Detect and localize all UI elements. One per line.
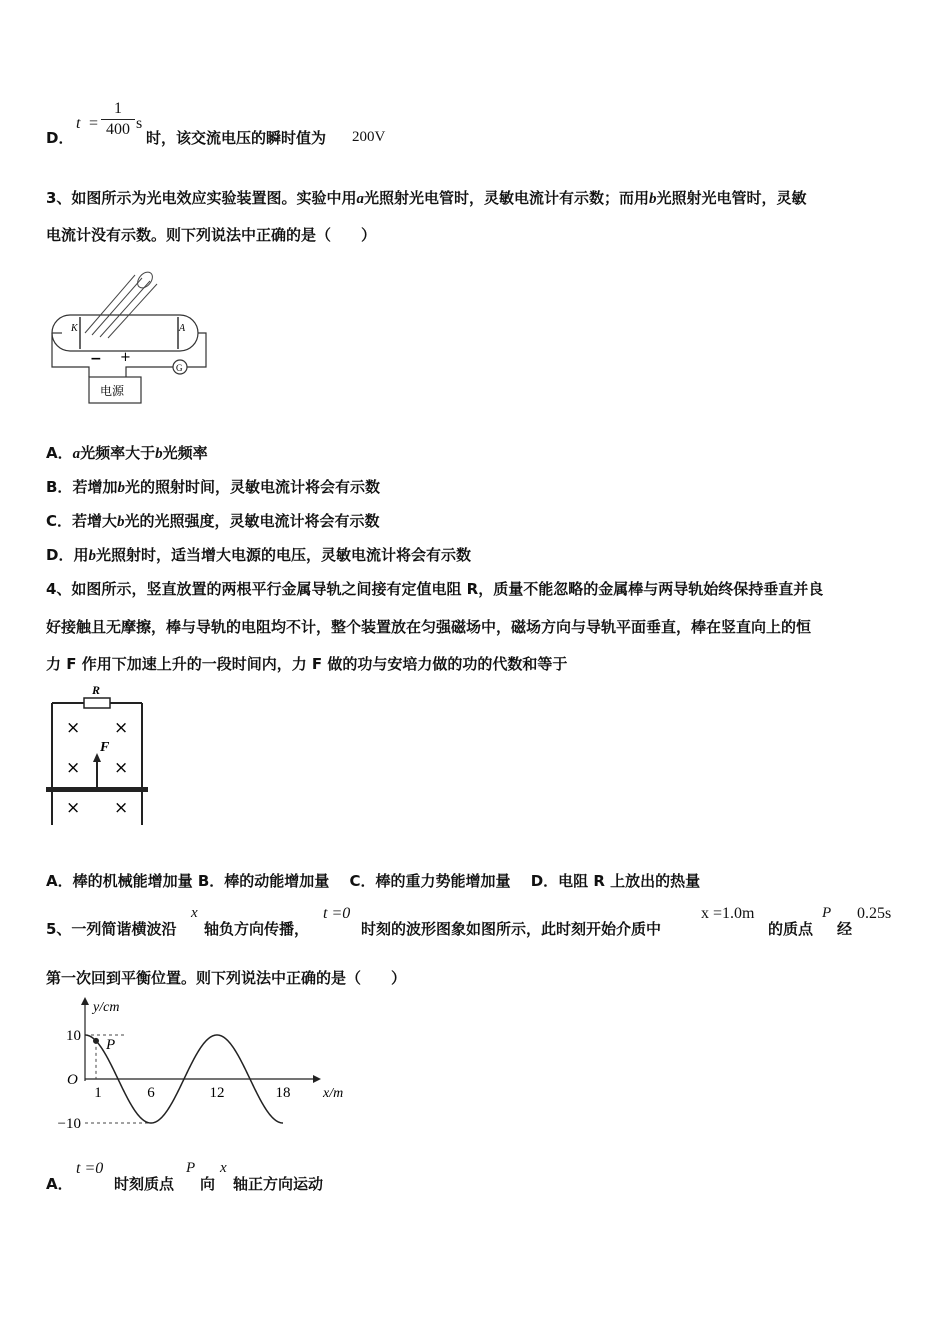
label-r: R xyxy=(92,683,101,697)
cross-mark: × xyxy=(114,798,129,818)
q3-line1-suffix: 光照射光电管时，灵敏 xyxy=(656,189,807,207)
option-var: b xyxy=(88,548,96,564)
q2-t-var: t xyxy=(76,115,81,132)
q5-part3: 时刻的波形图象如图所示，此时刻开始介质中 xyxy=(361,920,662,938)
q5-part5: 经 xyxy=(837,920,853,938)
q3-var-b: b xyxy=(648,191,657,207)
option-label: B． xyxy=(46,478,73,496)
q5-option-a-text1: 时刻质点 xyxy=(114,1175,175,1193)
q5-x1: x =1.0m xyxy=(701,905,755,922)
q5-t0: t =0 xyxy=(323,905,351,922)
q5-option-a-text3: 轴正方向运动 xyxy=(233,1175,324,1193)
option-text: 光的光照强度，灵敏电流计将会有示数 xyxy=(124,512,380,530)
option-text: 用 xyxy=(73,546,89,564)
wave-chart xyxy=(45,995,415,1135)
cross-mark: × xyxy=(66,798,81,818)
q5-part1: 5、一列简谐横波沿 xyxy=(46,920,177,938)
x-axis-label: x/m xyxy=(323,1086,344,1101)
q3-option-c xyxy=(46,510,380,531)
wire-left xyxy=(52,333,89,377)
q2-value: 200V xyxy=(352,129,386,145)
label-a: A xyxy=(179,323,186,334)
label-g: G xyxy=(176,363,183,373)
light-ray-2 xyxy=(92,278,142,335)
x-tick-label: 6 xyxy=(147,1085,155,1101)
option-label: A． xyxy=(46,444,73,462)
cross-mark: × xyxy=(114,718,129,738)
cross-mark: × xyxy=(66,758,81,778)
q4-options: A．棒的机械能增加量 B．棒的动能增加量 C．棒的重力势能增加量 D．电阻 R 上放出的热量 xyxy=(46,872,701,890)
origin-label: O xyxy=(67,1072,78,1088)
q5-line2: 第一次回到平衡位置。则下列说法中正确的是（ ） xyxy=(46,969,407,987)
option-var: b xyxy=(117,480,125,496)
q5-part4: 的质点 xyxy=(768,920,814,938)
q5-option-a-p: P xyxy=(186,1160,196,1176)
q5-x: x xyxy=(191,905,198,921)
label-plus: + xyxy=(120,350,131,365)
point-p xyxy=(93,1038,99,1044)
point-p-label: P xyxy=(106,1036,116,1053)
option-label: D． xyxy=(46,546,74,564)
q3-line1-prefix: 3、如图所示为光电效应实验装置图。实验中用 xyxy=(46,189,357,207)
x-axis-arrow xyxy=(313,1075,321,1083)
q4-line1: 4、如图所示，竖直放置的两根平行金属导轨之间接有定值电阻 R，质量不能忽略的金属棒与两导轨始终保持垂直并良 xyxy=(46,580,824,598)
metal-rod xyxy=(46,787,148,792)
q2-unit: s xyxy=(136,115,143,132)
y-axis-label: y/cm xyxy=(93,1000,120,1015)
q3-option-d xyxy=(46,544,471,565)
wire-right xyxy=(187,333,206,367)
q5-option-a-t0: t =0 xyxy=(76,1160,104,1177)
option-text: 光频率大于 xyxy=(80,444,156,462)
q3-option-b xyxy=(46,476,380,497)
option-text: 光照射时，适当增大电源的电压，灵敏电流计将会有示数 xyxy=(95,546,471,564)
q5-option-a-label: A． xyxy=(46,1175,73,1193)
option-text: 光的照射时间，灵敏电流计将会有示数 xyxy=(124,478,380,496)
option-var: a xyxy=(72,446,81,462)
x-tick-label: 12 xyxy=(209,1085,225,1101)
light-ray-3 xyxy=(100,281,150,337)
q2-option-d-label: D． xyxy=(46,129,74,147)
resistor-r xyxy=(84,698,110,708)
q3-line1-mid: 光照射光电管时，灵敏电流计有示数；而用 xyxy=(363,189,649,207)
q2-fraction xyxy=(101,100,135,139)
q3-option-a xyxy=(46,442,208,463)
photoelectric-figure xyxy=(40,255,215,410)
label-power: 电源 xyxy=(100,384,125,398)
q2-eq: = xyxy=(89,115,99,132)
cross-mark: × xyxy=(114,758,129,778)
q2-text: 时，该交流电压的瞬时值为 xyxy=(146,129,327,147)
q3-line1 xyxy=(46,187,806,208)
option-text: 光频率 xyxy=(162,444,208,462)
option-var: b xyxy=(155,446,163,462)
q5-time: 0.25s xyxy=(857,905,892,922)
option-text: 若增加 xyxy=(72,478,118,496)
y-axis-arrow xyxy=(81,997,89,1005)
option-var: b xyxy=(117,514,125,530)
rail-figure xyxy=(42,683,152,828)
cross-mark: × xyxy=(66,718,81,738)
y-tick-label: 10 xyxy=(66,1028,81,1044)
wire-bottom xyxy=(126,367,173,377)
q5-p: P xyxy=(822,905,832,921)
y-tick-label: −10 xyxy=(57,1116,81,1132)
label-f: F xyxy=(100,740,110,755)
q2-denominator: 400 xyxy=(106,121,130,138)
option-label: C． xyxy=(46,512,73,530)
q3-var-a: a xyxy=(356,191,364,207)
x-tick-label: 1 xyxy=(94,1085,102,1101)
light-ray-4 xyxy=(108,284,157,338)
q2-numerator: 1 xyxy=(114,100,122,117)
light-source xyxy=(135,269,156,291)
q5-option-a-x: x xyxy=(220,1160,227,1176)
label-k: K xyxy=(71,323,78,334)
q3-line2: 电流计没有示数。则下列说法中正确的是（ ） xyxy=(46,226,377,244)
q4-line3: 力 F 作用下加速上升的一段时间内，力 F 做的功与安培力做的功的代数和等于 xyxy=(46,655,568,673)
option-text: 若增大 xyxy=(72,512,118,530)
q5-part2: 轴负方向传播， xyxy=(204,920,310,938)
x-tick-label: 18 xyxy=(275,1085,291,1101)
q5-option-a-text2: 向 xyxy=(200,1175,216,1193)
label-minus: − xyxy=(90,351,102,367)
q4-line2: 好接触且无摩擦，棒与导轨的电阻均不计，整个装置放在匀强磁场中，磁场方向与导轨平面垂直，棒在竖直向上的恒 xyxy=(46,618,812,636)
light-ray-1 xyxy=(85,275,135,333)
